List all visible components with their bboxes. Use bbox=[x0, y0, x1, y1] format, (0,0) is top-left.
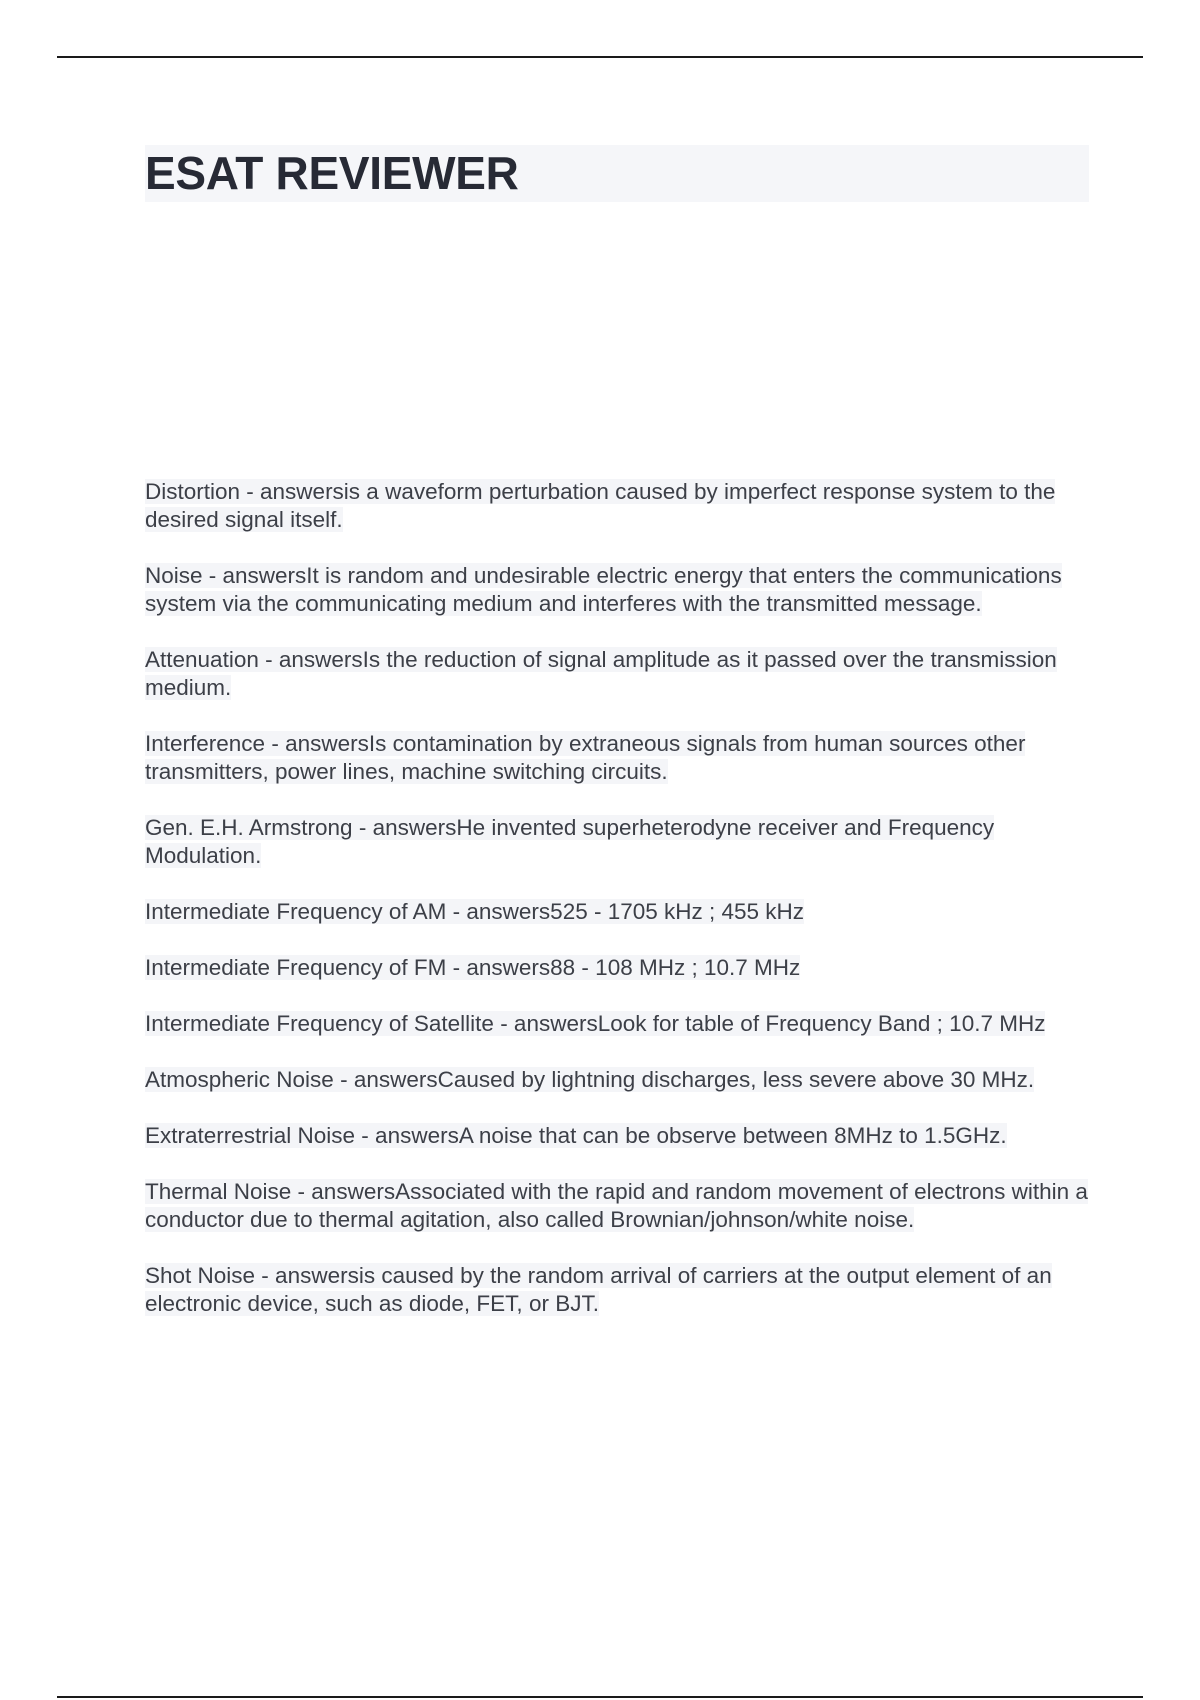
list-item bbox=[145, 1010, 1095, 1038]
entry-text: Interference - answersIs contamination by extraneous signals from human sources other transmitters, power lines, machine switching circuits. bbox=[145, 731, 1026, 784]
entry-text: Extraterrestrial Noise - answersA noise that can be observe between 8MHz to 1.5GHz. bbox=[145, 1123, 1007, 1148]
list-item bbox=[145, 1262, 1095, 1318]
entry-text: Noise - answersIt is random and undesirable electric energy that enters the communications system via the communicating medium and interferes with the transmitted message. bbox=[145, 563, 1062, 616]
list-item bbox=[145, 562, 1095, 618]
bottom-rule bbox=[57, 1696, 1143, 1698]
entry-text: Shot Noise - answersis caused by the random arrival of carriers at the output element of an electronic device, such as diode, FET, or BJT. bbox=[145, 1263, 1052, 1316]
entry-text: Thermal Noise - answersAssociated with the rapid and random movement of electrons within a conductor due to thermal agitation, also called Brownian/johnson/white noise. bbox=[145, 1179, 1088, 1232]
top-rule bbox=[57, 56, 1143, 58]
list-item bbox=[145, 1122, 1095, 1150]
entry-text: Intermediate Frequency of AM - answers525 - 1705 kHz ; 455 kHz bbox=[145, 899, 805, 924]
entry-text: Intermediate Frequency of FM - answers88 - 108 MHz ; 10.7 MHz bbox=[145, 955, 801, 980]
entry-list bbox=[145, 478, 1095, 1346]
list-item bbox=[145, 1066, 1095, 1094]
list-item bbox=[145, 730, 1095, 786]
list-item bbox=[145, 954, 1095, 982]
entry-text: Intermediate Frequency of Satellite - answersLook for table of Frequency Band ; 10.7 MHz bbox=[145, 1011, 1046, 1036]
entry-text: Gen. E.H. Armstrong - answersHe invented superheterodyne receiver and Frequency Modulation. bbox=[145, 815, 995, 868]
entry-text: Atmospheric Noise - answersCaused by lightning discharges, less severe above 30 MHz. bbox=[145, 1067, 1035, 1092]
list-item bbox=[145, 1178, 1095, 1234]
list-item bbox=[145, 898, 1095, 926]
list-item bbox=[145, 646, 1095, 702]
entry-text: Distortion - answersis a waveform perturbation caused by imperfect response system to the desired signal itself. bbox=[145, 479, 1056, 532]
entry-text: Attenuation - answersIs the reduction of signal amplitude as it passed over the transmission medium. bbox=[145, 647, 1057, 700]
list-item bbox=[145, 814, 1095, 870]
list-item bbox=[145, 478, 1095, 534]
title-block bbox=[145, 145, 1089, 202]
page-title: ESAT REVIEWER bbox=[145, 147, 519, 199]
